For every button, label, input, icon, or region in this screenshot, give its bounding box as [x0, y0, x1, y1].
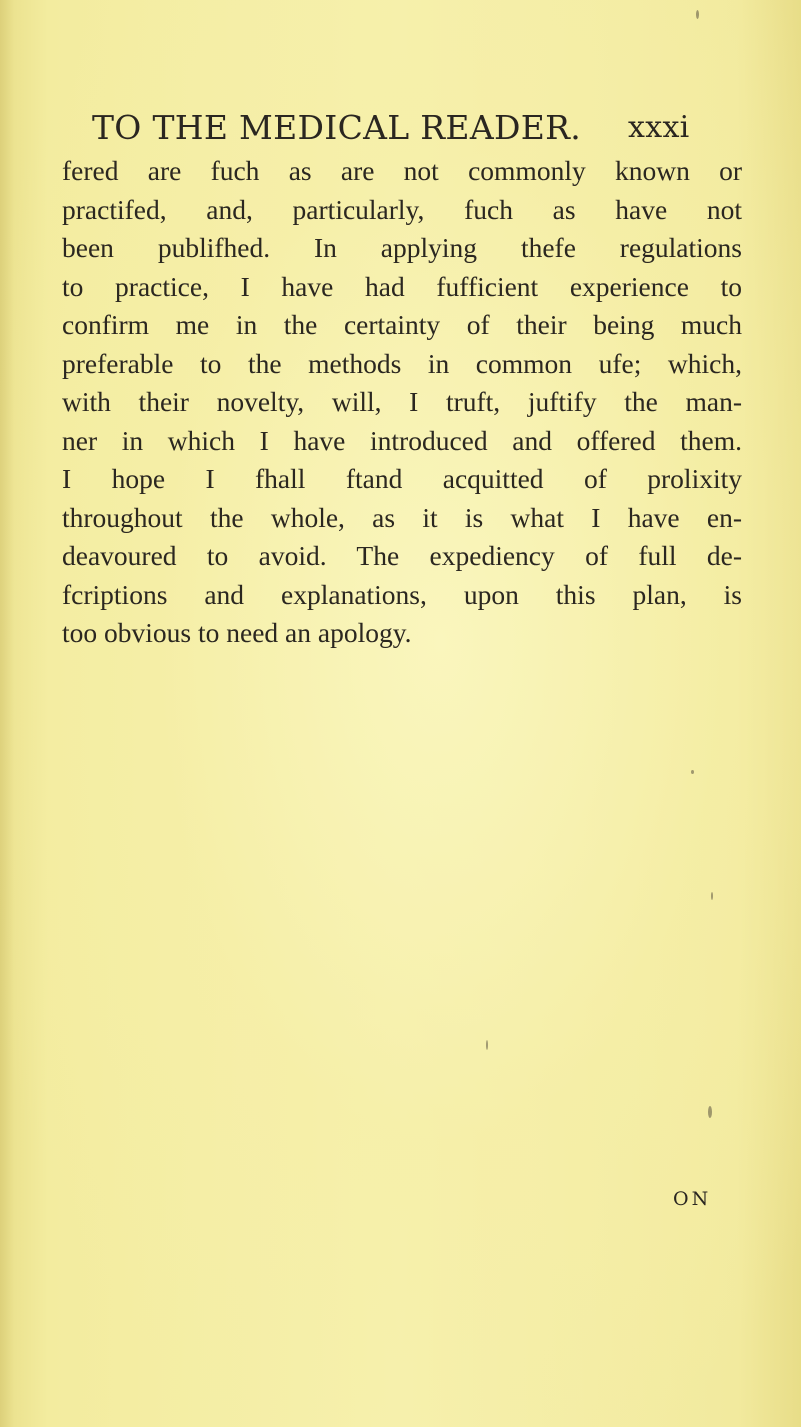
- text-line: throughout the whole, as it is what I have en-: [62, 501, 742, 533]
- paper-speck: [708, 1106, 712, 1118]
- page-number: xxxi: [628, 110, 690, 145]
- text-line: too obvious to need an apology.: [62, 617, 412, 648]
- text-line: ner in which I have introduced and offered them.: [62, 424, 742, 456]
- text-line: I hope I fhall ftand acquitted of prolixity: [62, 463, 742, 494]
- text-line: with their novelty, will, I truft, juftify the man-: [62, 386, 742, 417]
- text-line: fcriptions and explanations, upon this plan, is: [62, 578, 742, 610]
- catchword: ON: [673, 1188, 712, 1210]
- running-head: [92, 108, 742, 147]
- paper-speck: [696, 10, 699, 19]
- paper-speck: [691, 770, 694, 774]
- text-line: fered are fuch as are not commonly known or: [62, 155, 742, 186]
- text-line: deavoured to avoid. The expediency of full de-: [62, 540, 742, 571]
- paper-speck: [486, 1040, 488, 1050]
- paper-speck: [711, 892, 713, 900]
- text-line: to practice, I have had fufficient experience to: [62, 270, 742, 302]
- running-head-title: TO THE MEDICAL READER.: [92, 108, 582, 147]
- text-line: confirm me in the certainty of their being much: [62, 309, 742, 340]
- text-line: practifed, and, particularly, fuch as have not: [62, 193, 742, 225]
- body-text: [62, 152, 742, 653]
- text-line: preferable to the methods in common ufe; which,: [62, 347, 742, 379]
- page-edge-shadow: [0, 0, 14, 1427]
- text-line: been publifhed. In applying thefe regulations: [62, 232, 742, 263]
